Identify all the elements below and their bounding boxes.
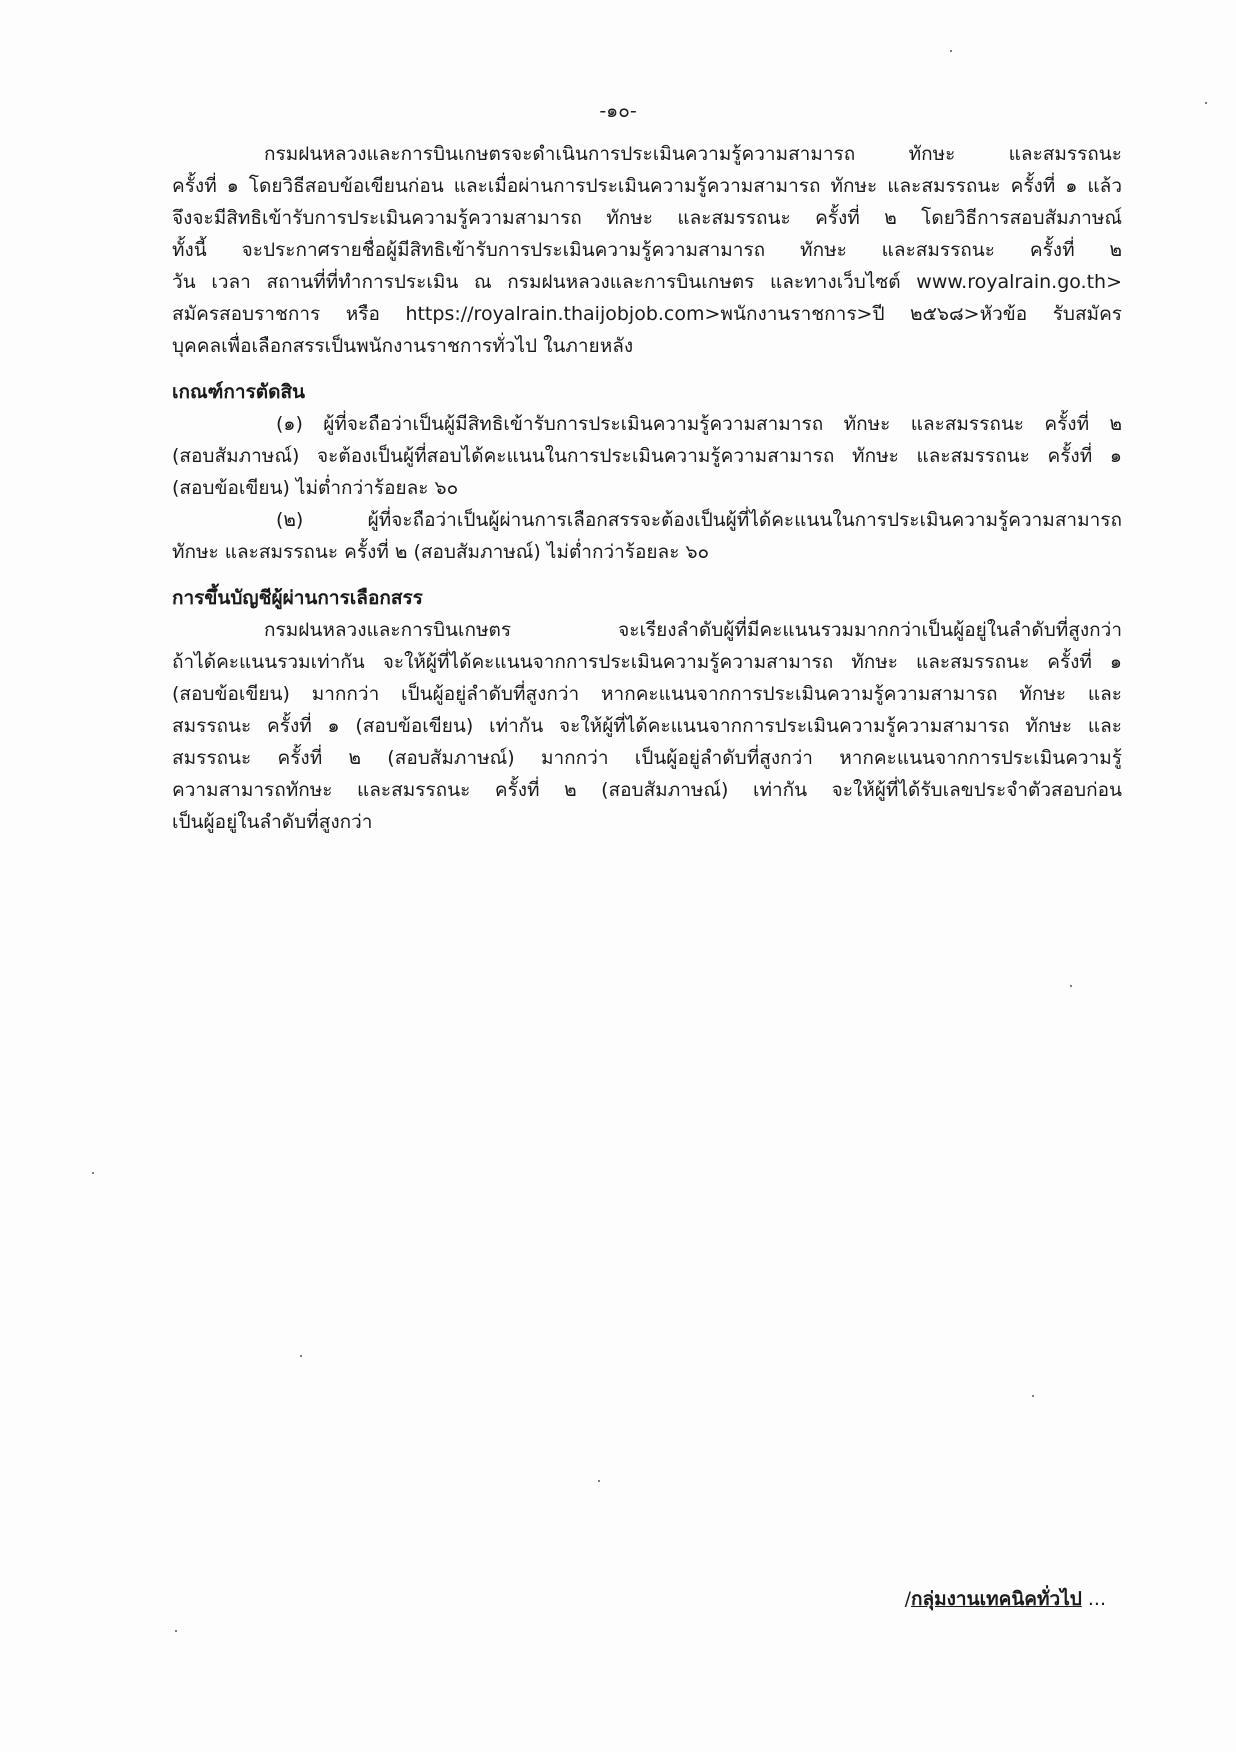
continued-suffix: ... xyxy=(1081,1588,1106,1610)
paragraph-line: ครั้งที่ ๑ โดยวิธีสอบข้อเขียนก่อน และเมื่อผ่านการประเมินความรู้ความสามารถ ทักษะ และสมรรถนะ ครั้งที่ ๑ แล้ว xyxy=(172,175,1122,197)
paragraph-line: ทักษะ และสมรรถนะ ครั้งที่ ๒ (สอบสัมภาษณ์) ไม่ต่ำกว่าร้อยละ ๖๐ xyxy=(172,541,710,563)
intro-paragraph xyxy=(172,138,1122,362)
ranking-paragraph xyxy=(172,614,1122,838)
criteria-item-1 xyxy=(172,408,1122,504)
paragraph-line: สมรรถนะ ครั้งที่ ๒ (สอบสัมภาษณ์) มากกว่า เป็นผู้อยู่ลำดับที่สูงกว่า หากคะแนนจากการประเมินความรู้ xyxy=(172,747,1122,769)
paragraph-line: (สอบสัมภาษณ์) จะต้องเป็นผู้ที่สอบได้คะแนนในการประเมินความรู้ความสามารถ ทักษะ และสมรรถนะ ครั้งที่ ๑ xyxy=(172,445,1122,467)
scan-speck xyxy=(950,50,952,52)
paragraph-line: (๑) ผู้ที่จะถือว่าเป็นผู้มีสิทธิเข้ารับการประเมินความรู้ความสามารถ ทักษะ และสมรรถนะ ครั้งที่ ๒ xyxy=(276,413,1122,435)
continued-prefix: / xyxy=(904,1588,911,1610)
paragraph-line: ถ้าได้คะแนนรวมเท่ากัน จะให้ผู้ที่ได้คะแนนจากการประเมินความรู้ความสามารถ ทักษะ และสมรรถนะ ครั้งที่ ๑ xyxy=(172,651,1122,673)
paragraph-line: (๒) ผู้ที่จะถือว่าเป็นผู้ผ่านการเลือกสรรจะต้องเป็นผู้ที่ได้คะแนนในการประเมินความรู้ความสามารถ xyxy=(276,509,1122,531)
scan-speck xyxy=(1205,102,1207,104)
paragraph-line: เป็นผู้อยู่ในลำดับที่สูงกว่า xyxy=(172,811,373,833)
scan-speck xyxy=(175,1630,177,1632)
document-body xyxy=(172,138,1122,838)
scan-speck xyxy=(300,1355,302,1357)
paragraph-line: ความสามารถทักษะ และสมรรถนะ ครั้งที่ ๒ (สอบสัมภาษณ์) เท่ากัน จะให้ผู้ที่ได้รับเลขประจำตัวสอบก่อน xyxy=(172,779,1122,801)
paragraph-line: กรมฝนหลวงและการบินเกษตรจะดำเนินการประเมินความรู้ความสามารถ ทักษะ และสมรรถนะ xyxy=(264,143,1122,165)
paragraph-line: จึงจะมีสิทธิเข้ารับการประเมินความรู้ความสามารถ ทักษะ และสมรรถนะ ครั้งที่ ๒ โดยวิธีการสอบสัมภาษณ์ xyxy=(172,207,1122,229)
paragraph-line: สมัครสอบราชการ หรือ https://royalrain.thaijobjob.com>พนักงานราชการ>ปี ๒๕๖๘>หัวข้อ รับสมัคร xyxy=(172,303,1122,325)
criteria-heading: เกณฑ์การตัดสิน xyxy=(172,381,306,403)
paragraph-line: ทั้งนี้ จะประกาศรายชื่อผู้มีสิทธิเข้ารับการประเมินความรู้ความสามารถ ทักษะ และสมรรถนะ ครั้งที่ ๒ xyxy=(172,239,1122,261)
page-number: -๑๐- xyxy=(599,100,637,122)
scan-speck xyxy=(1032,1395,1034,1397)
continued-next-page xyxy=(905,1584,1106,1614)
scan-speck xyxy=(598,1480,600,1482)
continued-section-label: กลุ่มงานเทคนิคทั่วไป xyxy=(910,1588,1082,1610)
criteria-item-2 xyxy=(172,504,1122,568)
paragraph-line: (สอบข้อเขียน) มากกว่า เป็นผู้อยู่ลำดับที่สูงกว่า หากคะแนนจากการประเมินความรู้ความสามารถ ทักษะ และ xyxy=(172,683,1122,705)
paragraph-line: (สอบข้อเขียน) ไม่ต่ำกว่าร้อยละ ๖๐ xyxy=(172,477,459,499)
paragraph-line: วัน เวลา สถานที่ที่ทำการประเมิน ณ กรมฝนหลวงและการบินเกษตร และทางเว็บไซต์ www.royalrain.go.th> xyxy=(172,271,1122,293)
paragraph-line: บุคคลเพื่อเลือกสรรเป็นพนักงานราชการทั่วไป ในภายหลัง xyxy=(172,335,634,357)
scan-speck xyxy=(1070,985,1072,987)
paragraph-line: สมรรถนะ ครั้งที่ ๑ (สอบข้อเขียน) เท่ากัน จะให้ผู้ที่ได้คะแนนจากการประเมินความรู้ความสามารถ ทักษะ และ xyxy=(172,715,1122,737)
paragraph-line: กรมฝนหลวงและการบินเกษตร จะเรียงลำดับผู้ที่มีคะแนนรวมมากกว่าเป็นผู้อยู่ในลำดับที่สูงกว่า xyxy=(264,619,1122,641)
ranking-heading: การขึ้นบัญชีผู้ผ่านการเลือกสรร xyxy=(172,587,423,609)
scan-speck xyxy=(92,1172,94,1174)
